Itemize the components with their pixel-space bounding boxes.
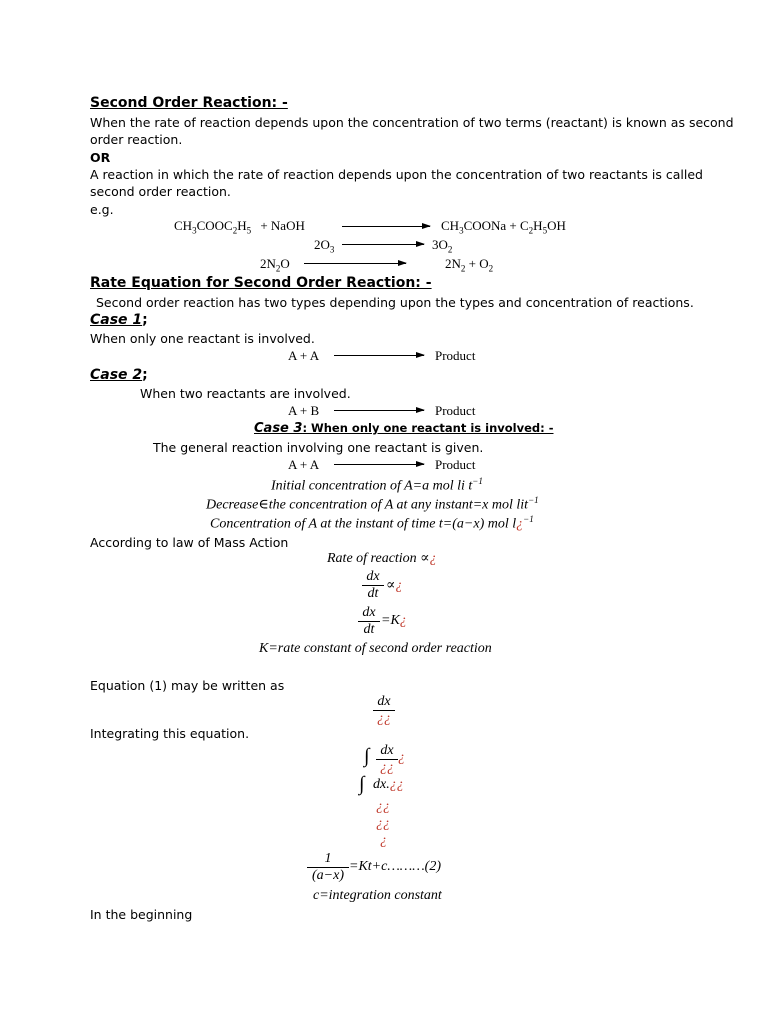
integral-sign-2: ∫ (359, 773, 365, 795)
reaction-2-right: $3O_2$ (432, 237, 453, 255)
case-2-reactants: A + B (288, 403, 320, 418)
equation-2: =Kt+c………(2) (349, 859, 442, 874)
fraction-dx-dt-2: $\frac{dx}{dt}$ (358, 605, 380, 638)
integral-sign-1: ∫ (364, 745, 370, 767)
case-1-product: Product (435, 348, 476, 363)
reaction-1-right: $CH_3COONa + C_2H_5OH$ (441, 218, 566, 236)
heading-second-order: Second Order Reaction: - (90, 95, 288, 111)
case-1-reactants: A + A (288, 348, 320, 363)
case-3-reactants: A + A (288, 457, 320, 472)
equation-initial-concentration: Initial concentration of A=a mol li $t^{-1}$ (271, 476, 483, 494)
c-definition: c=integration constant (313, 888, 442, 903)
fraction-dx-qq-integral: dx ¿¿ (376, 743, 398, 776)
reaction-1-arrow (342, 226, 430, 227)
equation-decrease: Decrease∈the concentration of A at any instant=x mol lit$^{-1}$ (206, 495, 539, 513)
case-1-heading: Case 1; (90, 312, 148, 328)
reaction-3-arrow (304, 263, 406, 264)
integrating-text: Integrating this equation. (90, 726, 250, 741)
rate-constant-equation: =K¿ (381, 613, 407, 628)
rate-proportional-equation: Rate of reaction ∝¿ (327, 551, 437, 566)
case-1-arrow (334, 355, 424, 356)
case-3-text: The general reaction involving one reactant is given. (153, 440, 484, 455)
case-2-heading: Case 2; (90, 367, 148, 383)
equation-1-text: Equation (1) may be written as (90, 678, 285, 693)
integral-2-body: dx.¿¿ (373, 777, 404, 792)
case-2-product: Product (435, 403, 476, 418)
eg-label: e.g. (90, 202, 114, 217)
garbled-line-2: ¿¿ (376, 816, 390, 831)
beginning-text: In the beginning (90, 907, 193, 922)
definition-line-1: When the rate of reaction depends upon the concentration of two terms (reactant) is known as second (90, 115, 734, 130)
case-2-text: When two reactants are involved. (140, 386, 351, 401)
proportional-term: ∝¿ (386, 578, 403, 593)
definition-line-1b: order reaction. (90, 132, 183, 147)
case-2-arrow (334, 410, 424, 411)
case-3-product: Product (435, 457, 476, 472)
definition-line-2b: second order reaction. (90, 184, 231, 199)
case-3-heading: Case 3: When only one reactant is involved: - (254, 421, 554, 436)
or-label: OR (90, 150, 111, 165)
integral-1-tail: ¿ (398, 750, 405, 765)
garbled-line-3: ¿ (380, 833, 387, 848)
case-1-text: When only one reactant is involved. (90, 331, 315, 346)
equation-concentration-at-time: Concentration of A at the instant of time t=(a−x) mol l¿$^{-1}$ (210, 514, 534, 532)
reaction-2-arrow (342, 244, 424, 245)
fraction-one-over-a-minus-x: $\frac{1}{(a-x)}$ (307, 851, 349, 884)
reaction-1-left: $CH_3COOC_2H_5$ + NaOH (174, 218, 305, 236)
k-definition: K=rate constant of second order reaction (259, 641, 492, 656)
garbled-line-1: ¿¿ (376, 799, 390, 814)
types-text: Second order reaction has two types depending upon the types and concentration of reactions. (96, 295, 694, 310)
definition-line-2: A reaction in which the rate of reaction depends upon the concentration of two reactants is called (90, 167, 703, 182)
fraction-dx-dt-1: $\frac{dx}{dt}$ (362, 569, 384, 602)
reaction-3-right: $2N_2 + O_2$ (445, 256, 494, 274)
heading-rate-equation: Rate Equation for Second Order Reaction: - (90, 275, 432, 291)
case-3-arrow (334, 464, 424, 465)
fraction-dx-qq: dx ¿¿ (373, 694, 395, 727)
mass-action-text: According to law of Mass Action (90, 535, 289, 550)
reaction-2-left: $2O_3$ (314, 237, 335, 255)
reaction-3-left: $2N_2O$ (260, 256, 290, 274)
